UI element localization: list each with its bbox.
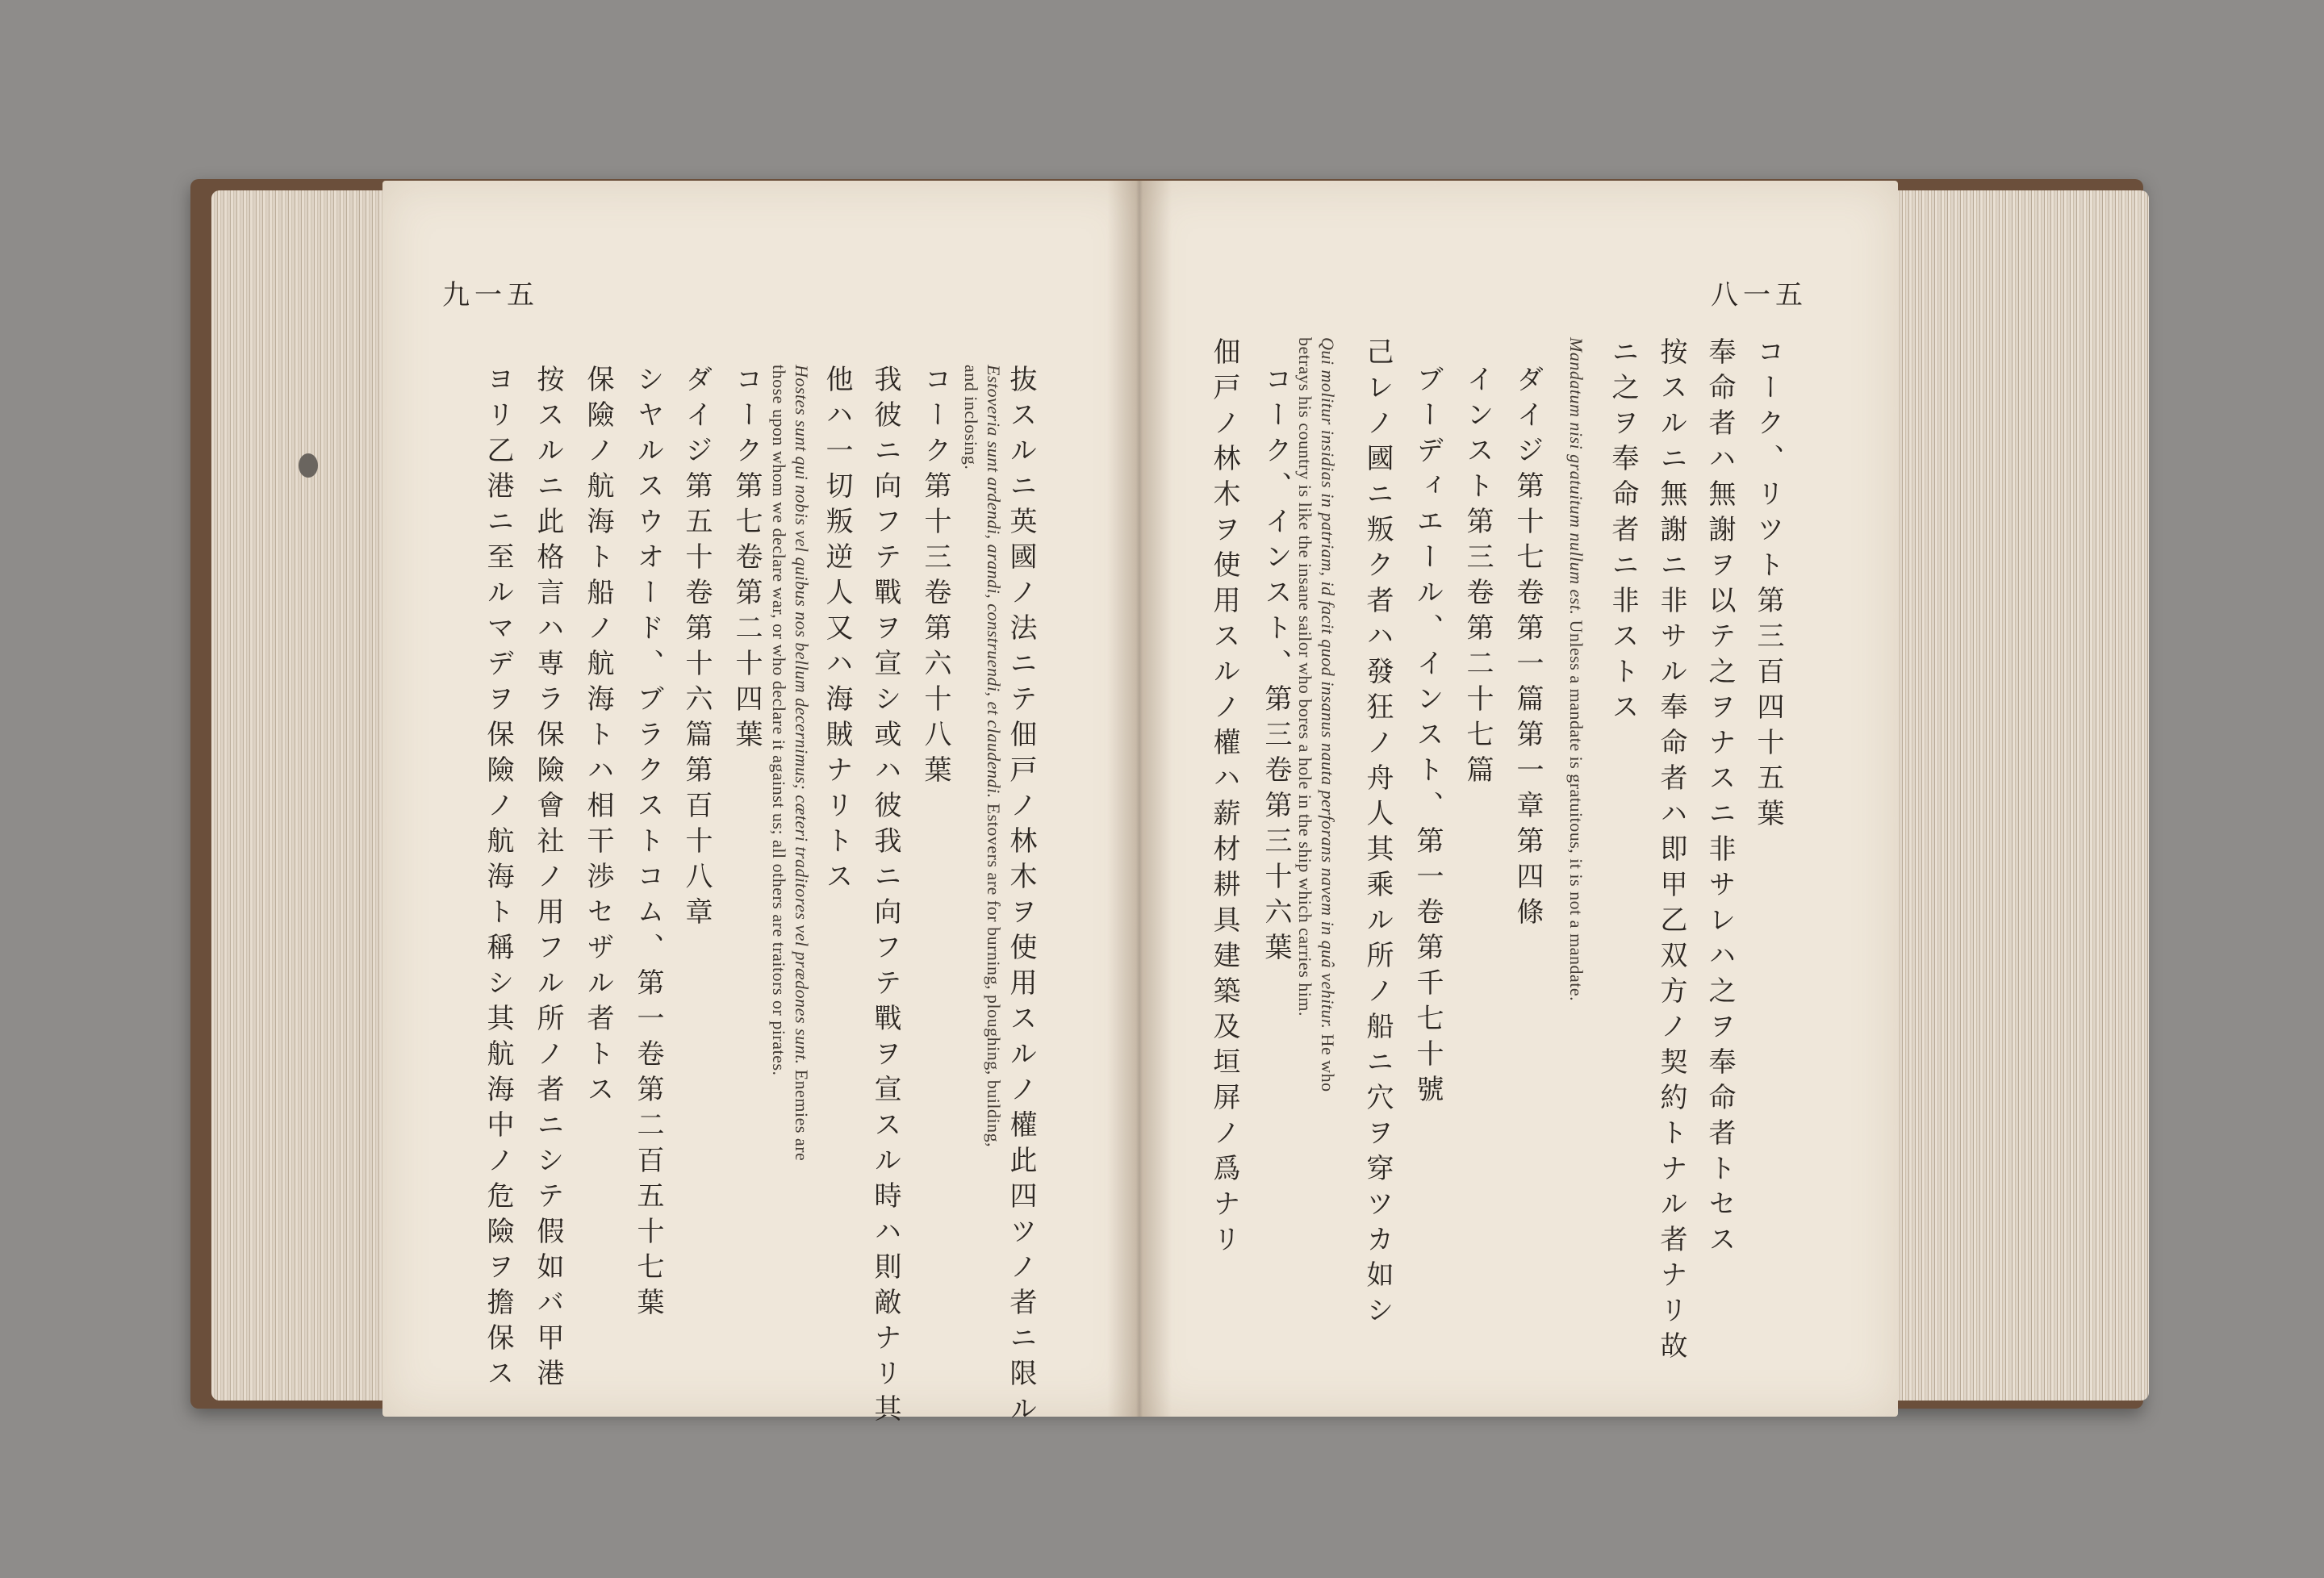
latin-maxim: Hostes sunt qui nobis vel quibus nos bellum decernimus; cæteri traditores vel prædones sunt. (792, 365, 812, 1065)
line-text: ニ之ヲ奉命者ニ非ストス (1607, 337, 1639, 728)
line-text: 按スルニ此格言ハ専ラ保險會社ノ用フル所ノ者ニシテ假如バ甲港 (532, 365, 564, 1394)
line-text: 按スルニ無謝ニ非サル奉命者ハ即甲乙双方ノ契約トナル者ナリ故 (1655, 337, 1687, 1367)
latin-maxim: Estoveria sunt ardendi, arandi, construendi, et claudendi. (984, 365, 1004, 799)
latin-maxim: Mandatum nisi gratuitum nullum est. (1566, 337, 1586, 616)
line-text: 我彼ニ向フテ戰ヲ宣シ或ハ彼我ニ向フテ戰ヲ宣スル時ハ則敵ナリ其 (869, 365, 901, 1430)
jp-text-column (1411, 365, 1444, 1110)
jp-text-column (1461, 365, 1494, 791)
jp-text-column (919, 365, 951, 791)
line-text: 他ハ一切叛逆人又ハ海賊ナリトス (821, 365, 853, 897)
line-text: コーク第十三卷第六十八葉 (919, 365, 951, 791)
english-translation: He who (1318, 1029, 1338, 1092)
line-text: コーク、インスト、第三卷第三十六葉 (1260, 365, 1292, 968)
latin-text-column (1294, 337, 1315, 1017)
line-text: コーク第七卷第二十四葉 (730, 365, 763, 755)
english-translation: Enemies are (792, 1064, 812, 1162)
latin-text-column (768, 365, 789, 1076)
jp-text-column (730, 365, 763, 755)
latin-text-column (791, 365, 812, 1161)
left-page-number: 九一五 (442, 279, 539, 311)
jp-text-column (1703, 337, 1736, 1260)
english-translation: betrays his country is like the insane sailor who bores a hole in the ship which carries him. (1295, 337, 1315, 1017)
right-page-number: 八一五 (1711, 279, 1808, 311)
line-text: シヤルスウオード、ブラクストコム、第一卷第二百五十七葉 (632, 365, 664, 1323)
line-text: 佃戸ノ林木ヲ使用スルノ權ハ薪材耕具建築及垣屏ノ爲ナリ (1208, 337, 1240, 1260)
jp-text-column (584, 365, 612, 1110)
jp-text-column (1210, 337, 1238, 1260)
jp-text-column (1260, 365, 1292, 968)
left-page-edges (211, 190, 397, 1401)
jp-text-column (869, 365, 901, 1430)
english-translation: those upon whom we declare war, or who declare it against us; all others are traitors or pirates. (769, 365, 789, 1076)
english-translation: and inclosing. (961, 365, 981, 470)
english-translation: Estovers are for burning, ploughing, building, (984, 798, 1004, 1148)
line-text: ダイジ第十七卷第一篇第一章第四條 (1511, 365, 1544, 933)
latin-text-column (1565, 337, 1586, 1001)
jp-text-column (823, 365, 851, 897)
line-text: コーク、リツト第三百四十五葉 (1752, 337, 1784, 834)
jp-text-column (1511, 365, 1544, 933)
book-gutter (1107, 181, 1172, 1417)
line-text: 保險ノ航海ト船ノ航海トハ相干渉セザル者トス (582, 365, 614, 1110)
jp-text-column (1007, 365, 1035, 1430)
line-text: 奉命者ハ無謝ヲ以テ之ヲナスニ非サレハ之ヲ奉命者トセス (1703, 337, 1736, 1260)
jp-text-column (680, 365, 713, 933)
jp-text-column (534, 365, 562, 1394)
right-page-edges (1870, 190, 2149, 1401)
jp-text-column (634, 365, 662, 1323)
jp-text-column (484, 365, 512, 1394)
english-translation: Unless a mandate is gratuitous, it is not a mandate. (1566, 615, 1586, 1002)
latin-text-column (1317, 337, 1338, 1092)
jp-text-column (1607, 337, 1639, 728)
jp-text-column (1754, 337, 1782, 834)
jp-text-column (1657, 337, 1685, 1367)
jp-text-column (1361, 337, 1394, 1331)
line-text: ダイジ第五十卷第十六篇第百十八章 (680, 365, 713, 933)
line-text: 己レノ國ニ叛ク者ハ發狂ノ舟人其乘ル所ノ船ニ穴ヲ穿ツカ如シ (1361, 337, 1394, 1331)
line-text: 抜スルニ英國ノ法ニテ佃戸ノ林木ヲ使用スルノ權此四ツノ者ニ限ル (1005, 365, 1037, 1430)
line-text: ヨリ乙港ニ至ルマデヲ保險ノ航海ト稱シ其航海中ノ危險ヲ擔保ス (482, 365, 514, 1394)
binding-hole (299, 453, 318, 478)
line-text: インスト第三卷第二十七篇 (1461, 365, 1494, 791)
line-text: ブーディエール、インスト、第一卷第千七十號 (1411, 365, 1444, 1110)
latin-maxim: Qui molitur insidias in patriam, id facit quod insanus nauta perforans navem in quâ vehitur. (1318, 337, 1338, 1029)
latin-text-column (983, 365, 1004, 1147)
latin-text-column (960, 365, 981, 470)
